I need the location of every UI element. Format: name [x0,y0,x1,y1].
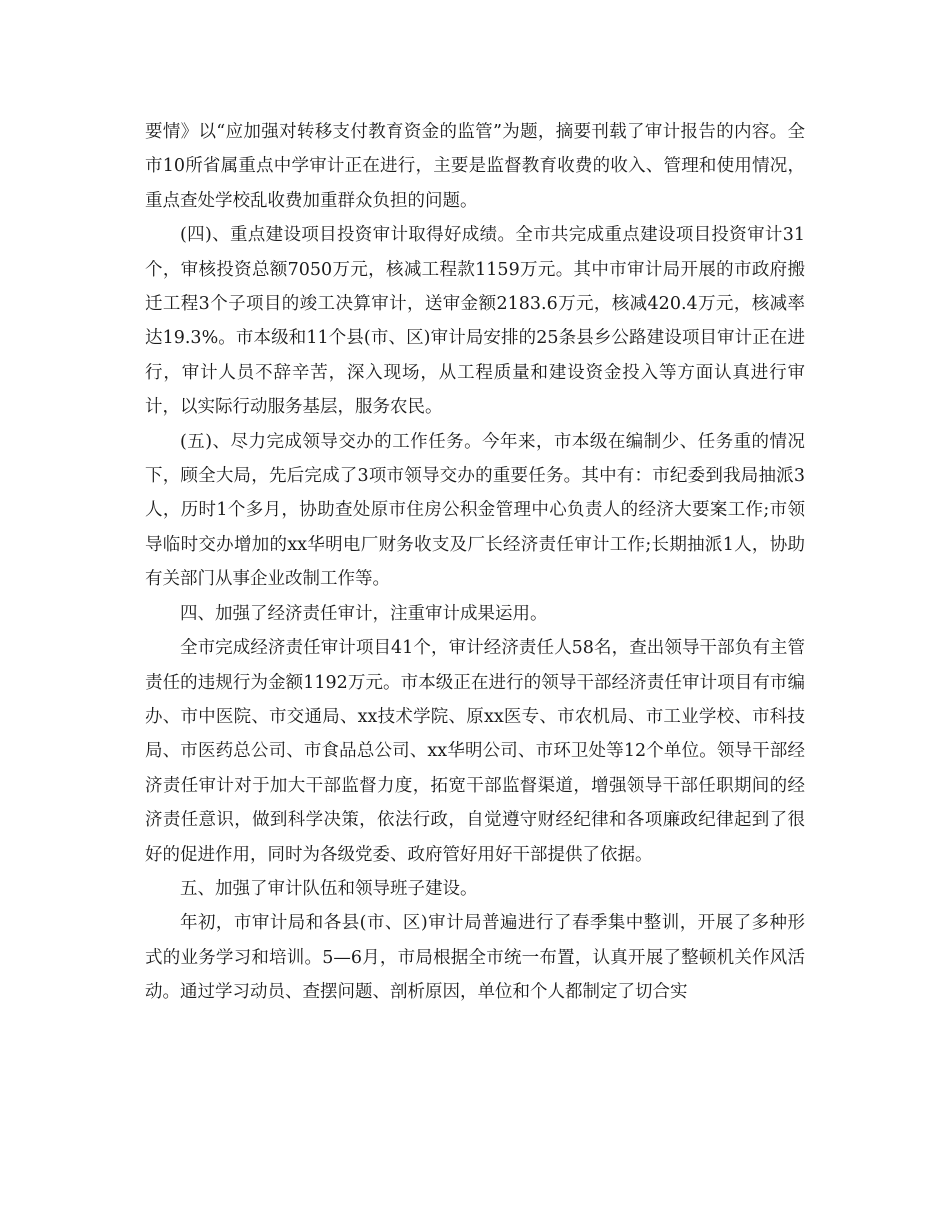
paragraph-economic-responsibility: 全市完成经济责任审计项目41个，审计经济责任人58名，查出领导干部负有主管责任的违规行为金额1192万元。市本级正在进行的领导干部经济责任审计项目有市编办、市中医院、市交通局、xx技术学院、原xx医专、市农机局、市工业学校、市科技局、市医药总公司、市食品总公司、xx华明公司、市环卫处等12个单位。领导干部经济责任审计对于加大干部监督力度，拓宽干部监督渠道，增强领导干部任职期间的经济责任意识，做到科学决策，依法行政，自觉遵守财经纪律和各项廉政纪律起到了很好的促进作用，同时为各级党委、政府管好用好干部提供了依据。 [145,638,805,865]
paragraph-key-project-audit: (四)、重点建设项目投资审计取得好成绩。全市共完成重点建设项目投资审计31个，审核投资总额7050万元，核减工程款1159万元。其中市审计局开展的市政府搬迁工程3个子项目的竣工决算审计，送审金额2183.6万元，核减420.4万元，核减率达19.3%。市本级和11个县(市、区)审计局安排的25条县乡公路建设项目审计正在进行，审计人员不辞辛苦，深入现场，从工程质量和建设资金投入等方面认真进行审计，以实际行动服务基层，服务农民。 [145,225,805,418]
paragraph-leadership-tasks: (五)、尽力完成领导交办的工作任务。今年来，市本级在编制少、任务重的情况下，顾全大局，先后完成了3项市领导交办的重要任务。其中有：市纪委到我局抽派3人，历时1个多月，协助查处原市住房公积金管理中心负责人的经济大要案工作;市领导临时交办增加的xx华明电厂财务收支及厂长经济责任审计工作;长期抽派1人，协助有关部门从事企业改制工作等。 [145,431,805,590]
paragraph-continuation: 要情》以“应加强对转移支付教育资金的监管”为题，摘要刊载了审计报告的内容。全市10所省属重点中学审计正在进行，主要是监督教育收费的收入、管理和使用情况，重点查处学校乱收费加重群众负担的问题。 [145,122,805,211]
section-heading-economic-responsibility: 四、加强了经济责任审计，注重审计成果运用。 [180,603,548,624]
document-body [145,115,805,1010]
paragraph-team-building: 年初，市审计局和各县(市、区)审计局普遍进行了春季集中整训，开展了多种形式的业务学习和培训。5—6月，市局根据全市统一布置，认真开展了整顿机关作风活动。通过学习动员、查摆问题、剖析原因，单位和个人都制定了切合实 [145,913,805,1003]
section-heading-team-building: 五、加强了审计队伍和领导班子建设。 [180,878,478,899]
